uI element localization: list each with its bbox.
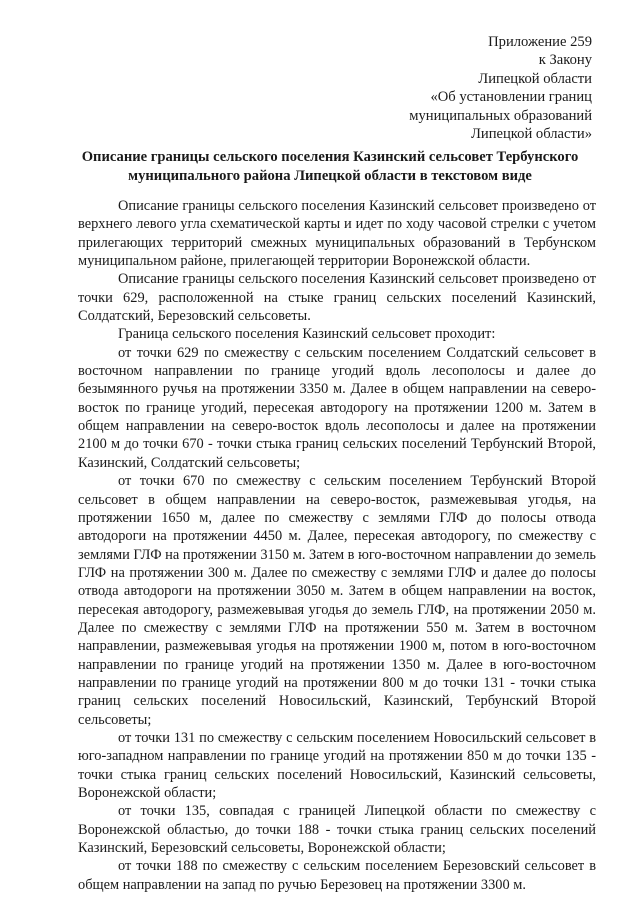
paragraph: от точки 131 по смежеству с сельским поселением Новосильский сельсовет в юго-западном направлении по границе угодий на протяжении 850 м до точки 135 - точки стыка границ сельских поселений Новосильский, Казинский сельсоветы, Воронежской области;	[78, 729, 596, 801]
document-title: Описание границы сельского поселения Казинский сельсовет Тербунского муниципального района Липецкой области в текстовом виде	[81, 149, 579, 184]
document-body	[78, 197, 596, 894]
paragraph: от точки 629 по смежеству с сельским поселением Солдатский сельсовет в восточном направлении по границе угодий вдоль лесополосы и далее до безымянного ручья на протяжении 3350 м. Далее в общем направлении на северо-восток по границе угодий, пересекая автодорогу на протяжении 1200 м. Затем в общем направлении на северо-восток вдоль лесополосы и далее на протяжении 2100 м до точки 670 - точки стыка границ сельских поселений Тербунский Второй, Казинский, Солдатский сельсоветы;	[78, 344, 596, 471]
appendix-line: к Закону	[538, 52, 592, 69]
paragraph: от точки 135, совпадая с границей Липецкой области по смежеству с Воронежской областью, до точки 188 - точки стыка границ сельских поселений Казинский, Березовский сельсоветы, Воронежской области;	[78, 803, 596, 857]
appendix-line: «Об установлении границ	[430, 89, 592, 106]
paragraph: Граница сельского поселения Казинский сельсовет проходит:	[118, 326, 496, 343]
appendix-line: Липецкой области	[478, 70, 592, 87]
paragraph: от точки 188 по смежеству с сельским поселением Березовский сельсовет в общем направлении на запад по ручью Березовец на протяжении 3300 м.	[78, 858, 596, 893]
paragraph: от точки 670 по смежеству с сельским поселением Тербунский Второй сельсовет в общем направлении на северо-восток, размежевывая угодья, на протяжении 1650 м, далее по смежеству с землями ГЛФ до полосы отвода автодороги на протяжении 4450 м. Далее, пересекая автодорогу, по смежеству с землями ГЛФ на протяжении 3150 м. Затем в юго-восточном направлении до земель ГЛФ на протяжении 300 м. Далее по смежеству с землями ГЛФ и далее до полосы отвода автодороги на протяжении 3050 м. Затем в общем направлении на восток, пересекая автодорогу, размежевывая угодья до земель ГЛФ, на протяжении 2050 м. Далее по смежеству с землями ГЛФ на протяжении 550 м. Затем в восточном направлении, размежевывая угодья на протяжении 1900 м, потом в юго-восточном направлении по границе угодий на протяжении 1350 м. Далее в юго-восточном направлении по границе угодий на протяжении 800 м до точки 131 - точки стыка границ сельских поселений Новосильский, Казинский, Тербунский Второй сельсоветы;	[78, 473, 596, 728]
appendix-line: Липецкой области»	[471, 126, 592, 143]
paragraph: Описание границы сельского поселения Казинский сельсовет произведено от верхнего левого угла схематической карты и идет по ходу часовой стрелки с учетом прилегающих территорий смежных муниципальных образований в Тербунском муниципальном районе, прилегающей территории Воронежской области.	[78, 198, 596, 270]
paragraph: Описание границы сельского поселения Казинский сельсовет произведено от точки 629, расположенной на стыке границ сельских поселений Казинский, Солдатский, Березовский сельсоветы.	[78, 271, 596, 325]
appendix-line: Приложение 259	[488, 34, 592, 50]
appendix-header	[409, 33, 592, 143]
appendix-line: муниципальных образований	[409, 107, 592, 124]
